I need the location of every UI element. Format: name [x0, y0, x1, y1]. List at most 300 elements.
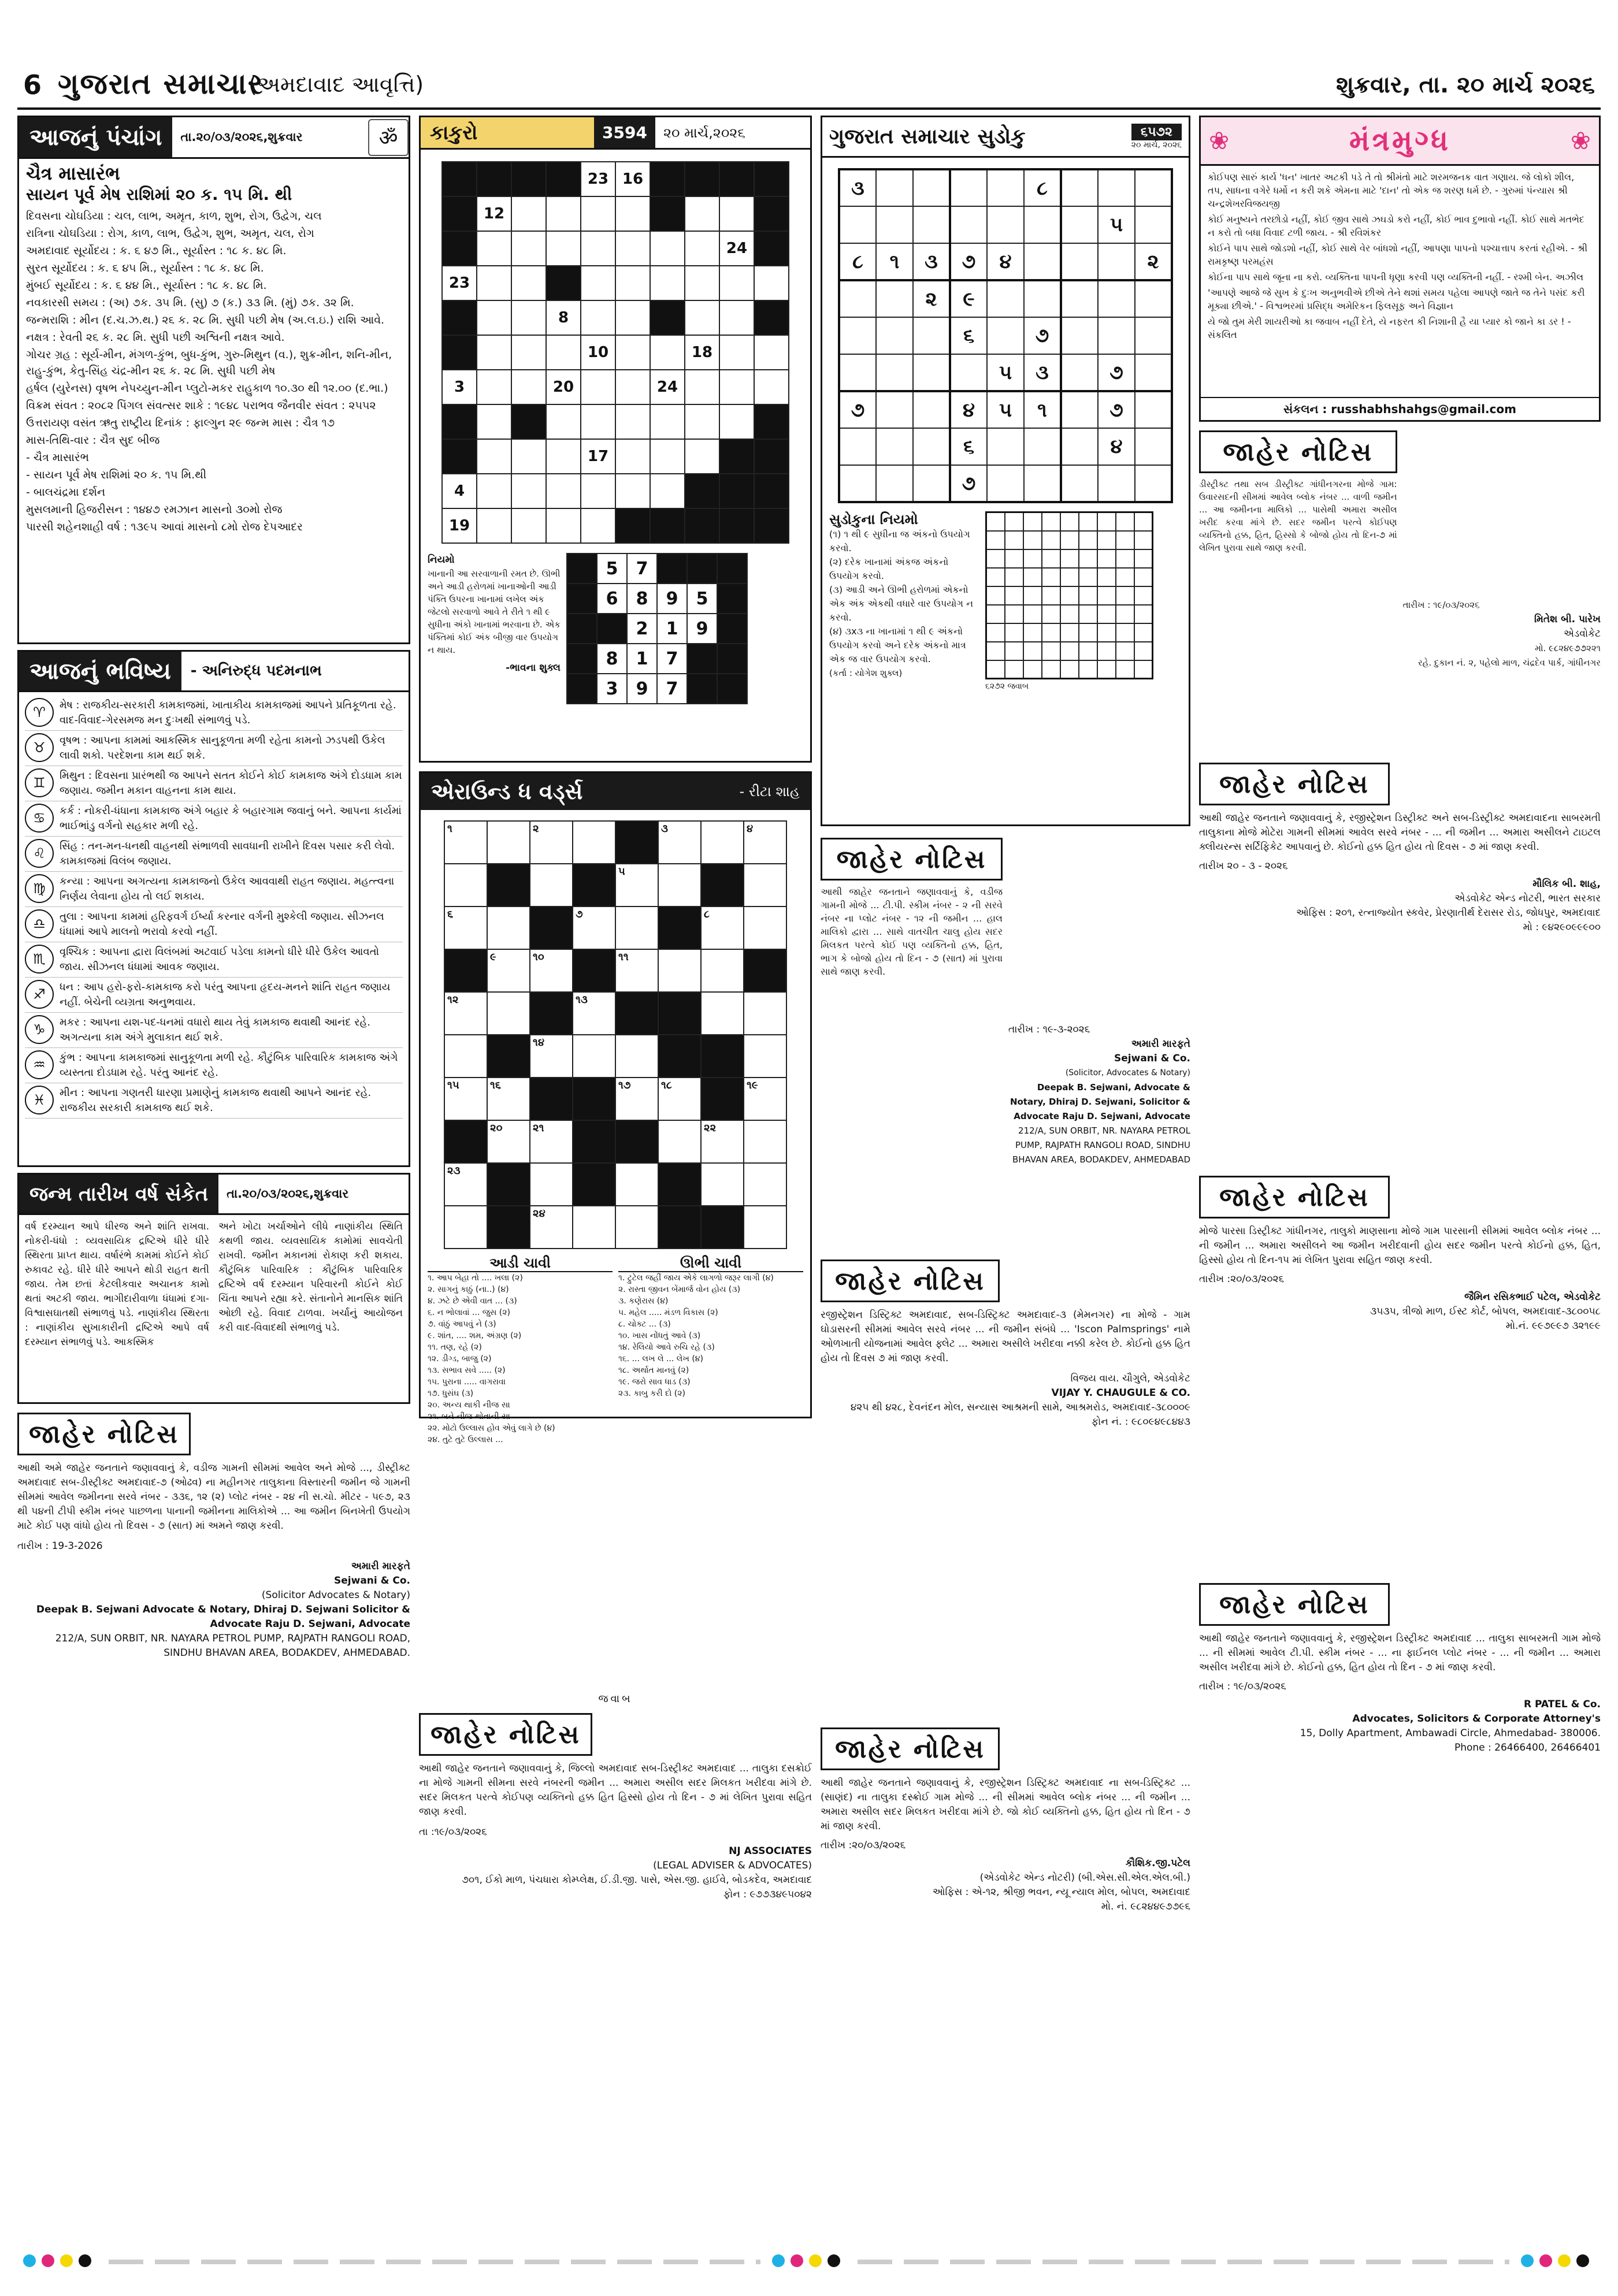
sudoku-solution-cell	[1023, 586, 1042, 605]
sudoku-solution-cell	[1079, 531, 1097, 549]
notice-8-title: જાહેર નોટિસ	[1199, 1176, 1390, 1218]
sudoku-cell[interactable]: ૧	[876, 243, 913, 280]
notice-7-date: તારીખ ૨૦ - ૩ - ૨૦૨૬	[1199, 860, 1288, 872]
notice-8-date: તારીખ :૨૦/૦૩/૨૦૨૬	[1199, 1273, 1285, 1285]
sudoku-solution-cell	[1060, 531, 1079, 549]
sudoku-solution-cell	[1116, 549, 1134, 568]
sudoku-cell[interactable]	[876, 391, 913, 428]
sudoku-solution-cell	[1116, 660, 1134, 679]
notice-7-title: જાહેર નોટિસ	[1199, 763, 1390, 805]
kakuro-answer-cell: 2	[627, 614, 657, 644]
zodiac-row	[25, 978, 403, 1013]
sudoku-cell[interactable]	[839, 465, 876, 502]
zodiac-row	[25, 907, 403, 942]
sudoku-solution-cell	[1005, 586, 1023, 605]
crossword-clue: ૮. ચોક્ટ ... (૩)	[618, 1320, 671, 1329]
sudoku-solution-cell	[1116, 623, 1134, 642]
sudoku-date: ૨૦ માર્ચ, ૨૦૨૬	[1131, 140, 1182, 150]
birthday-date: તા.૨૦/૦૩/૨૦૨૬,શુક્રવાર	[227, 1187, 349, 1201]
mantra-item: કોઈપણ સારું કાર્ય 'ધન' ખાતર અટકી પડે તે તો શ્રીમંતો માટે શરમજનક વાત ગણાય. જે લોકો શીલ, તપ, સાધના વગેરે ધર્મો ન કરી શકે એમના માટે 'દાન' તો એક જ શરણ ધર્મ છે. - ગુરુમાં પંન્યાસ શ્રી ચન્દ્રશેખરવિજયજી	[1208, 172, 1575, 209]
notice-5-sub: (એડવોકેટ એન્ડ નોટરી) (બી.એસ.સી.એલ.એલ.બી.)	[979, 1872, 1190, 1883]
notice-3-date: તા :૧૯/૦૩/૨૦૨૬	[419, 1826, 487, 1838]
notice-4-phone: ફોન નં. : ૯૮૦૯૪૯૮૪૪૩	[1091, 1416, 1190, 1428]
sudoku-cell[interactable]: ૮	[839, 243, 876, 280]
notice-4-title: જાહેર નોટિસ	[821, 1260, 1000, 1302]
notice-4	[821, 1260, 1190, 1722]
panchang-line: અમદાવાદ સૂર્યોદય : ક. ૬ ૪૭ મિ., સૂર્યાસ્ત : ૧૮ ક. ૪૮ મિ.	[26, 244, 287, 257]
notice-7-sub: એડવોકેટ એન્ડ નોટરી, ભારત સરકાર	[1454, 893, 1601, 904]
sudoku-solution-cell	[1097, 549, 1116, 568]
sudoku-rules	[829, 527, 979, 666]
panchang-line: માસ-તિથિ-વાર : ચૈત્ર સુદ બીજ	[26, 434, 160, 447]
zodiac-sign-icon: ♓	[25, 1086, 54, 1114]
zodiac-list	[19, 692, 409, 1122]
sudoku-box	[821, 116, 1190, 826]
zodiac-sign-icon: ♎	[25, 909, 54, 938]
sudoku-cell[interactable]: ૧	[1024, 391, 1061, 428]
notice-5-date: તારીખ :૨૦/૦૩/૨૦૨૬	[821, 1840, 906, 1851]
sudoku-cell[interactable]	[1061, 465, 1098, 502]
mantra-item: 'આપણે આજે જે સુખ કે દુઃખ અનુભવીએ છીએ તેને થશાં સમય પહેલા આપણે જાતે જ તેને પસંદ કરી મૂક્યા છીએ.' - વિશ્વભરમાં પ્રસિદ્ધ અમેરિકન ફિલસૂફ અને વિજ્ઞાન	[1208, 287, 1585, 311]
kakuro-clue: 16	[615, 162, 650, 196]
registration-bar	[109, 2260, 760, 2264]
sudoku-cell[interactable]: ૩	[913, 243, 950, 280]
sudoku-solution-cell	[1023, 512, 1042, 531]
sudoku-solution-cell	[1134, 586, 1153, 605]
notice-3	[419, 1693, 812, 2230]
crossword-clue: ૧. આપ બેહા તો .... ખલા (૨)	[428, 1273, 523, 1283]
sudoku-cell[interactable]	[1061, 317, 1098, 354]
sudoku-cell[interactable]: ૨	[913, 280, 950, 317]
ganesh-icon: ॐ	[368, 119, 409, 156]
panchang-line: મુંબઈ સૂર્યોદય : ક. ૬ ૪૪ મિ., સૂર્યાસ્ત : ૧૮ ક. ૪૮ મિ.	[26, 279, 267, 292]
notice-7-firm: મૌલિક બી. શાહ,	[1532, 878, 1601, 890]
sudoku-solution-cell	[1079, 586, 1097, 605]
sudoku-number: ૬૫૭૨	[1131, 124, 1182, 140]
panchang-title: આજનું પંચાંગ	[19, 117, 172, 157]
sudoku-solution-cell	[1005, 605, 1023, 623]
sudoku-solution-cell	[1134, 549, 1153, 568]
sudoku-cell[interactable]	[876, 169, 913, 206]
sudoku-rule: (૨) દરેક ખાનામાં અંકજ અંકનો ઉપયોગ કરવો.	[829, 556, 949, 581]
sudoku-cell[interactable]: ૭	[839, 391, 876, 428]
sudoku-cell[interactable]	[1135, 428, 1172, 465]
sudoku-solution-cell	[1134, 660, 1153, 679]
kakuro-date: ૨૦ માર્ચ,૨૦૨૬	[663, 124, 745, 141]
panchang-line: ગોચર ગ્રહ : સૂર્ય-મીન, મંગળ-કુંભ, બુધ-કુંભ, ગુરુ-મિથુન (વ.), શુક્ર-મીન, શનિ-મીન, રાહુ-કુંભ, કેતુ-સિંહ ચંદ્ર-મીન ૨૬ ક. ૨૮ મિ. સુધી પછી મેષ	[26, 348, 392, 377]
notice-6-phone: મો. ૯૮૨૪૯૭૭૨૨૧	[1535, 643, 1601, 653]
paper-name: ગુજરાત સમાચાર	[58, 67, 264, 101]
notice-1	[17, 1413, 410, 2227]
zodiac-text: સિંહ : તન-મન-ધનથી વાહનથી સંભાળવી સાવધાની રાખીને દિવસ પસાર કરી લેવો. કામકાજમાં વિલંબ જણાય.	[60, 840, 395, 867]
sudoku-solution-cell	[1079, 660, 1097, 679]
notice-2-names: Deepak B. Sejwani, Advocate & Notary, Dhiraj D. Sejwani, Solicitor & Advocate Raju D. Sejwani, Advocate	[1010, 1082, 1190, 1121]
panchang-line: ઉત્તરાયણ વસંત ઋતુ રાષ્ટ્રીય દિનાંક : ફાલ્ગુન ૨૯ જન્મ માસ : ચૈત્ર ૧૭	[26, 417, 335, 429]
sudoku-solution-cell	[1042, 586, 1060, 605]
sudoku-cell[interactable]	[987, 280, 1024, 317]
sudoku-cell[interactable]	[987, 428, 1024, 465]
sudoku-cell[interactable]: ૪	[987, 243, 1024, 280]
sudoku-cell[interactable]	[913, 354, 950, 391]
zodiac-row	[25, 1083, 403, 1119]
sudoku-cell[interactable]: ૭	[1024, 317, 1061, 354]
panchang-box	[17, 116, 410, 644]
notice-1-firm: Sejwani & Co.	[334, 1575, 410, 1587]
crossword-clue: ૨૦. અન્ય થાકી નીજ સા	[428, 1400, 510, 1410]
sudoku-cell[interactable]	[839, 354, 876, 391]
sudoku-cell[interactable]	[1061, 280, 1098, 317]
zodiac-sign-icon: ♈	[25, 698, 54, 727]
sudoku-cell[interactable]	[876, 317, 913, 354]
sudoku-cell[interactable]	[1098, 243, 1135, 280]
notice-9-title: જાહેર નોટિસ	[1199, 1583, 1390, 1626]
notice-5	[821, 1727, 1190, 2230]
zodiac-row	[25, 1013, 403, 1048]
sudoku-solution-cell	[1134, 512, 1153, 531]
sudoku-cell[interactable]	[1061, 243, 1098, 280]
sudoku-solution-label: ૬૨૭૨ જવાબ	[985, 682, 1029, 691]
crossword-clue: ૨૩. કાબુ કરી દો (૨)	[618, 1389, 685, 1398]
notice-2-title: જાહેર નોટિસ	[821, 838, 1003, 880]
zodiac-row	[25, 766, 403, 801]
kakuro-author: -ભાવના શુક્લ	[506, 662, 561, 674]
zodiac-sign-icon: ♑	[25, 1015, 54, 1044]
notice-8-body: મોજે પારસા ડિસ્ટ્રીક્ટ ગાંધીનગર, તાલુકો માણસાના મોજે ગામ પારસાની સીમમાં આવેલ બ્લોક નંબર ... ની જમીન ... અમારા અસીલને આ જમીન ખરીદવાની હોય સદર જમીન પરત્વે કોઈનો હક્ક, હિત, હિસ્સો હોય તો દિન-૧૫ માં લેખિત પુરાવા સહિત જાણ કરવી.	[1199, 1225, 1601, 1266]
sudoku-cell[interactable]	[987, 465, 1024, 502]
sudoku-cell[interactable]: ૫	[987, 354, 1024, 391]
zodiac-text: કન્યા : આપના અગત્યના કામકાજનો ઉકેલ આવવાથી રાહત જણાય. મહત્ત્વના નિર્ણય લેવાના હોય તો લઈ શકાય.	[60, 875, 395, 902]
sudoku-solution-cell	[1134, 568, 1153, 586]
crossword-clue: ૧૧. તણ, રહે (૨)	[428, 1343, 482, 1352]
sudoku-solution-cell	[1116, 568, 1134, 586]
sudoku-cell[interactable]	[1061, 206, 1098, 243]
kakuro-answer-cell: 8	[627, 584, 657, 614]
zodiac-sign-icon: ♌	[25, 839, 54, 868]
sudoku-solution-cell	[1079, 605, 1097, 623]
sudoku-cell[interactable]	[1098, 465, 1135, 502]
sudoku-solution-cell	[1116, 642, 1134, 660]
sudoku-cell[interactable]	[1135, 206, 1172, 243]
notice-1-sub: (Solicitor Advocates & Notary)	[261, 1589, 410, 1601]
zodiac-text: કર્ક : નોકરી-ધંધાના કામકાજ અંગે બહાર કે બહારગામ જવાનું બને. આપના કાર્યમાં ભાઈભાંડુ વર્ગનો સહકાર મળી રહે.	[60, 805, 402, 832]
kakuro-answer-cell: 9	[627, 674, 657, 704]
kakuro-clue: 3	[442, 370, 477, 404]
sudoku-cell[interactable]	[839, 280, 876, 317]
mantra-contact: સંકલન : russhabhshahgs@gmail.com	[1201, 397, 1599, 420]
sudoku-solution-cell	[1134, 623, 1153, 642]
sudoku-cell[interactable]	[1098, 317, 1135, 354]
crossword-clue: ૧૫. પુરાના ..... વાગરાવા	[428, 1377, 506, 1387]
sudoku-cell[interactable]	[913, 206, 950, 243]
sudoku-cell[interactable]: ૩	[839, 169, 876, 206]
sudoku-cell[interactable]: ૯	[950, 280, 987, 317]
sudoku-solution-cell	[1005, 660, 1023, 679]
notice-2	[821, 838, 1190, 1254]
sudoku-solution-cell	[1079, 623, 1097, 642]
kakuro-answer-cell: 9	[657, 584, 687, 614]
sudoku-solution-cell	[1023, 642, 1042, 660]
sudoku-cell[interactable]	[839, 317, 876, 354]
sudoku-cell[interactable]	[1135, 354, 1172, 391]
sudoku-cell[interactable]: ૩	[1024, 354, 1061, 391]
kakuro-clue: 17	[581, 439, 615, 474]
sudoku-cell[interactable]	[913, 169, 950, 206]
sudoku-solution-cell	[1005, 512, 1023, 531]
header-rule	[17, 107, 1601, 110]
kakuro-clue: 24	[650, 370, 685, 404]
sudoku-cell[interactable]	[1024, 280, 1061, 317]
kakuro-answer-cell: 6	[597, 584, 627, 614]
sudoku-solution-cell	[1005, 568, 1023, 586]
sudoku-solution-cell	[1023, 605, 1042, 623]
sudoku-cell[interactable]	[1024, 428, 1061, 465]
sudoku-cell[interactable]	[913, 465, 950, 502]
panchang-line: જન્મરાશિ : મીન (દ.ચ.ઝ.થ.) ૨૬ ક. ૨૮ મિ. સુધી પછી મેષ (અ.લ.ઇ.) રાશિ આવે.	[26, 314, 385, 326]
sudoku-cell[interactable]	[950, 354, 987, 391]
notice-3-title: જાહેર નોટિસ	[419, 1713, 592, 1756]
sudoku-cell[interactable]: ૭	[950, 465, 987, 502]
sudoku-cell[interactable]: ૨	[1135, 243, 1172, 280]
sudoku-solution-cell	[986, 568, 1005, 586]
panchang-line: પારસી શહેનશાહી વર્ષ : ૧૩૯૫ આવાં માસનો ૮મો રોજ દેપઆદર	[26, 521, 303, 533]
sudoku-cell[interactable]: ૬	[950, 317, 987, 354]
sudoku-solution-grid	[985, 511, 1153, 679]
zodiac-sign-icon: ♒	[25, 1050, 54, 1079]
sudoku-cell[interactable]	[913, 428, 950, 465]
sudoku-cell[interactable]	[913, 317, 950, 354]
sudoku-solution-cell	[1097, 512, 1116, 531]
sudoku-cell[interactable]	[1061, 354, 1098, 391]
panchang-line: દિવસના ચોઘડિયા : ચલ, લાભ, અમૃત, કાળ, શુભ, રોગ, ઉદ્વેગ, ચલ	[26, 210, 322, 222]
sudoku-cell[interactable]	[950, 206, 987, 243]
kakuro-clue: 19	[442, 508, 477, 543]
notice-3-address: ૭૦૧, ઈકો માળ, પંચધારા કોમ્પ્લેક્ષ, ઈ.ડી.જી. પાસે, એસ.જી. હાઈવે, બોડકદેવ, અમદાવાદ	[462, 1874, 812, 1886]
kakuro-answer-cell: 5	[597, 553, 627, 584]
notice-6-address: રહે. દુકાન નં. ૨, પહેલો માળ, ચંદ્રદેવ પાર્ક, ગાંધીનગર	[1417, 657, 1601, 668]
kakuro-answer-cell: 5	[687, 584, 717, 614]
sudoku-solution-cell	[1060, 623, 1079, 642]
birthday-col2: અને ખોટા ખર્ચાઓને લીધે નાણાંકીય સ્થિતિ કથળી જાય. વ્યવસાયિક કામોમાં સાવચેતી રાખવી. જમીન મકાનમાં રોકાણ કરી શકાય. કૌટુંબિક પારિવારિક : કૌટુંબિક પારિવારિક દ્રષ્ટિએ વર્ષ દરમ્યાન પરિવારની કોઈને કોઈ ચિંતા આપને રહ્યા કરે. સંતાનોને માનસિક શાંતિ ઓછી રહે. વિવાદ ટાળવા. ખર્ચાનું આયોજન કરી વાદ-વિવાદથી સંભાળવું પડે.	[218, 1221, 403, 1333]
kakuro-clue: 23	[581, 162, 615, 196]
sudoku-cell[interactable]: ૫	[1098, 206, 1135, 243]
notice-6-date: તારીખ : ૧૯/૦૩/૨૦૨૬	[1402, 600, 1480, 610]
sudoku-solution-cell	[986, 642, 1005, 660]
zodiac-row	[25, 1048, 403, 1083]
sudoku-cell[interactable]	[987, 317, 1024, 354]
notice-6	[1199, 430, 1601, 754]
notice-3-firm: NJ ASSOCIATES	[729, 1845, 812, 1857]
page-number: 6	[23, 69, 42, 101]
notice-7	[1199, 763, 1601, 1167]
notice-8	[1199, 1176, 1601, 1574]
sudoku-solution-cell	[1023, 568, 1042, 586]
notice-3-label: જવાબ	[598, 1693, 633, 1705]
sudoku-cell[interactable]	[876, 428, 913, 465]
sudoku-cell[interactable]: ૭	[950, 243, 987, 280]
sudoku-title: ગુજરાત સમાચાર સુડોકુ	[829, 124, 1026, 148]
kakuro-answer-cell: 7	[657, 644, 687, 674]
sudoku-solution-cell	[1060, 568, 1079, 586]
zodiac-sign-icon: ♋	[25, 804, 54, 833]
mantra-list	[1201, 166, 1599, 348]
sudoku-cell[interactable]	[913, 391, 950, 428]
zodiac-row	[25, 837, 403, 872]
sudoku-cell[interactable]	[987, 206, 1024, 243]
sudoku-solution-cell	[1060, 605, 1079, 623]
sudoku-cell[interactable]	[839, 206, 876, 243]
sudoku-cell[interactable]	[1135, 280, 1172, 317]
crossword-clue: ૨૪. તુટે તુટે ઉલ્લાસ ...	[428, 1435, 503, 1444]
notice-9-phone: Phone : 26466400, 26466401	[1454, 1742, 1601, 1753]
sudoku-solution-cell	[1097, 568, 1116, 586]
kakuro-answer-cell: 1	[627, 644, 657, 674]
sudoku-solution-cell	[1097, 586, 1116, 605]
kakuro-clue: 24	[719, 231, 754, 266]
sudoku-solution-cell	[1005, 549, 1023, 568]
birthday-box	[17, 1173, 410, 1404]
sudoku-cell[interactable]	[1061, 428, 1098, 465]
sudoku-cell[interactable]	[876, 354, 913, 391]
sudoku-cell[interactable]	[950, 169, 987, 206]
sudoku-cell[interactable]: ૫	[987, 391, 1024, 428]
registration-dots	[772, 2254, 846, 2269]
sudoku-solution-cell	[1023, 623, 1042, 642]
sudoku-rule: (૪) ૩x૩ ના ખાનામાં ૧ થી ૯ અંકનો ઉપયોગ કરવો અને દરેક અંકનો માત્ર એક જ વાર ઉપયોગ કરવો.	[829, 626, 966, 664]
registration-dots	[1521, 2254, 1595, 2269]
crossword-clue: ૩. કણેરાસ (૪)	[618, 1296, 669, 1306]
mantra-item: કોઈને પાપ સાથે જોડશો નહીં, કોઈ સાથે વેર બાંધશો નહીં, આપણા પાપનો પશ્ચાત્તાપ કરતાં રહીએ. - શ્રી રામકૃષ્ણ પરમહંસ	[1208, 243, 1588, 267]
sudoku-rule: (૩) આડી અને ઊભી હરોળમાં એકનો એક અંક એકથી વધારે વાર ઉપયોગ ન કરવો.	[829, 584, 973, 623]
sudoku-cell[interactable]: ૪	[1098, 428, 1135, 465]
birthday-title: જન્મ તારીખ વર્ષ સંકેત	[19, 1175, 218, 1213]
sudoku-cell[interactable]	[1135, 169, 1172, 206]
kakuro-answer-cell: 1	[657, 614, 687, 644]
crossword-author: - રીટા શાહ	[739, 783, 800, 800]
sudoku-cell[interactable]: ૭	[1098, 391, 1135, 428]
zodiac-text: તુલા : આપના કામમાં હરિફવર્ગ ઈર્ષ્યા કરનાર વર્ગની મુશ્કેલી જણાય. સીઝનલ ધંધામાં આપે માલનો ભરાવો કરવો નહીં.	[60, 911, 384, 938]
sudoku-cell[interactable]: ૭	[1098, 354, 1135, 391]
across-title: આડી ચાવી	[428, 1255, 613, 1272]
sudoku-cell[interactable]: ૮	[1024, 169, 1061, 206]
sudoku-cell[interactable]	[1098, 280, 1135, 317]
sudoku-author: (કર્તા : યોગેશ શુક્લ)	[829, 668, 903, 678]
notice-1-names: Deepak B. Sejwani Advocate & Notary, Dhiraj D. Sejwani Solicitor & Advocate Raju D. Sejwani, Advocate	[36, 1604, 410, 1630]
sudoku-solution-cell	[1116, 512, 1134, 531]
panchang-line: હર્ષલ (યુરેનસ) વૃષભ નેપચ્યુન-મીન પ્લુટો-મકર રાહુકાળ ૧૦.૩૦ થી ૧૨.૦૦ (દ.ભા.)	[26, 382, 388, 395]
zodiac-text: વૃષભ : આપના કામમાં આકસ્મિક સાનુકૂળતા મળી રહેતા કામનો ઝડપથી ઉકેલ લાવી શકો. પરદેશના કામ થઈ શકે.	[60, 734, 385, 761]
zodiac-sign-icon: ♐	[25, 980, 54, 1009]
sudoku-rules-title: સુડોકુના નિયમો	[829, 511, 918, 527]
horoscope-box	[17, 650, 410, 1167]
notice-8-address: ૩૫૩૫, ત્રીજો માળ, ઈસ્ટ કોર્ટ, બોપલ, અમદાવાદ-૩૮૦૦૫૮	[1370, 1306, 1601, 1317]
edition-label: (અમદાવાદ આવૃત્તિ)	[248, 72, 424, 97]
crossword-clue: ૨૧. બને નીજ થોતાની સા	[428, 1412, 510, 1421]
sudoku-cell[interactable]	[1061, 169, 1098, 206]
crossword-clue: ૧૦. ખાસ નોંધતું આવે (૩)	[618, 1331, 701, 1340]
notice-2-firm: Sejwani & Co.	[1114, 1053, 1190, 1064]
sudoku-cell[interactable]	[1135, 391, 1172, 428]
sudoku-solution-cell	[1042, 642, 1060, 660]
zodiac-text: મકર : આપના યશ-પદ-ધનમાં વધારો થાય તેવું કામકાજ થવાથી આનંદ રહે. અગત્યના કામ અંગે મુલાકાત થઈ શકે.	[60, 1016, 370, 1043]
panchang-line: વિક્રમ સંવત : ૨૦૮૨ પિંગલ સંવત્સર શાકે : ૧૯૪૮ પરાભવ જૈનવીર સંવત : ૨૫૫૨	[26, 399, 376, 412]
sudoku-cell[interactable]: ૪	[950, 391, 987, 428]
month-start: ચૈત્ર માસારંભ	[26, 162, 120, 184]
mantra-item: કોઈ મનુષ્યને તરછોડો નહીં, કોઈ જીવ સાથે ઝઘડો કરો નહીં, કોઈ ભાવ દુભાવો નહીં. કોઈ સાથે મતભેદ ન કરો તો બધા વિવાદ ટળી જાય. - શ્રી રવિશંકર	[1208, 214, 1584, 238]
crossword-clue: ૧૪. રેલિયો આવે રુચિ રહે (૩)	[618, 1343, 715, 1352]
sudoku-cell[interactable]	[1098, 169, 1135, 206]
sudoku-solution-cell	[986, 586, 1005, 605]
sudoku-solution-cell	[1042, 605, 1060, 623]
sudoku-cell[interactable]: ૬	[950, 428, 987, 465]
sudoku-solution-cell	[1023, 660, 1042, 679]
sudoku-cell[interactable]	[1135, 465, 1172, 502]
sudoku-cell[interactable]	[876, 206, 913, 243]
horoscope-title: આજનું ભવિષ્ય	[19, 652, 181, 690]
zodiac-sign-icon: ♏	[25, 945, 54, 974]
registration-strip	[23, 2250, 1595, 2273]
sudoku-solution-cell	[986, 531, 1005, 549]
across-clues	[428, 1272, 613, 1446]
kakuro-title: કાકુરો	[421, 117, 594, 148]
kakuro-clue: 10	[581, 335, 615, 370]
sudoku-solution-cell	[1042, 549, 1060, 568]
panchang-line: નક્ષત્ર : રેવતી ૨૬ ક. ૨૮ મિ. સુધી પછી અશ્વિની નક્ષત્ર આવે.	[26, 331, 285, 344]
sudoku-solution-cell	[1060, 586, 1079, 605]
kakuro-answer-cell: 3	[597, 674, 627, 704]
zodiac-text: મિથુન : દિવસના પ્રારંભથી જ આપને સતત કોઈને કોઈ કામકાજ અંગે દોડધામ કામ જણાય. જમીન મકાન વાહનના કામ થાય.	[60, 770, 402, 797]
page-header	[0, 0, 1618, 127]
sudoku-solution-cell	[1042, 531, 1060, 549]
crossword-clue: ૧. ટ્રુટેલ જહીં જાય એકે લાગળો જરૂર લાગી (૪)	[618, 1273, 774, 1283]
kakuro-grid	[441, 161, 789, 544]
sudoku-cell[interactable]	[876, 280, 913, 317]
sudoku-cell[interactable]	[1061, 391, 1098, 428]
sudoku-solution-cell	[986, 512, 1005, 531]
sudoku-cell[interactable]	[1024, 243, 1061, 280]
kakuro-box	[419, 116, 812, 763]
sayan-line: સાયન પૂર્વ મેષ રાશિમાં ૨૦ ક. ૧૫ મિ. થી	[26, 185, 292, 204]
crossword-clue: ૯. શાંત, .... શમ, અંગ્રણ (૨)	[428, 1331, 522, 1340]
notice-2-address: 212/A, SUN ORBIT, NR. NAYARA PETROL PUMP, RAJPATH RANGOLI ROAD, SINDHU BHAVAN AREA, BODAKDEV, AHMEDABAD	[1012, 1125, 1190, 1165]
kakuro-answer-cell: 7	[657, 674, 687, 704]
sudoku-cell[interactable]	[987, 169, 1024, 206]
down-clues	[618, 1272, 803, 1399]
notice-8-phone: મો.નં. ૯૯૭૯૯૭ ૩૨૧૯૯	[1505, 1320, 1601, 1332]
mantra-item: કોઈના પાપ સાથે જૂના ના કરો. વ્યક્તિના પાપની ધૃણા કરવી પણ વ્યક્તિની નહીં. - રશ્મી બેન. અઝીલ	[1208, 272, 1584, 283]
notice-5-address: ઓફિસ : એ-૧૨, શ્રીજી ભવન, ન્યૂ ન્યાલ મોલ, બોપલ, અમદાવાદ	[932, 1886, 1190, 1898]
sudoku-cell[interactable]	[1024, 206, 1061, 243]
sudoku-solution-cell	[1116, 605, 1134, 623]
sudoku-cell[interactable]	[1135, 317, 1172, 354]
crossword-clue: ૨. સાગનું કાઠું (ના..) (૪)	[428, 1285, 509, 1294]
sudoku-cell[interactable]	[839, 428, 876, 465]
notice-1-address: 212/A, SUN ORBIT, NR. NAYARA PETROL PUMP, RAJPATH RANGOLI ROAD, SINDHU BHAVAN AREA, BODAKDEV, AHMEDABAD.	[55, 1633, 410, 1659]
sudoku-cell[interactable]	[1024, 465, 1061, 502]
sudoku-solution-cell	[1023, 531, 1042, 549]
notice-1-body: આથી અમે જાહેર જનતાને જણાવવાનું કે, વડીજ ગામની સીમમાં આવેલ અને મોજે ..., ડીસ્ટ્રીક્ટ અમદાવાદ સબ-ડીસ્ટ્રીક્ટ અમદાવાદ-૭ (ઓઢવ) ના મહીનગર તાલુકાના વિસ્તારની જમીન જે ગામની સીમમાં આવેલ જમીનના સરવે નંબર - ૩૩૬, ૧૨ (૨) પ્લોટ નંબર - ૨૪ ની સ.ચો. મીટર - ૫૯૭, ૨૩ થી ૫૪ની ટીપી સ્કીમ નંબર પાછળના પાનાની જમીનના માલિકોએ ... આ જમીન બિનખેતી ઉપયોગ માટે કોઈ પણ વાંધો હોય તો દિવસ - ૭ (સાત) માં અમને જાણ કરવી.	[17, 1462, 410, 1532]
mantra-box	[1199, 116, 1601, 422]
registration-bar	[858, 2260, 1509, 2264]
panchang-line: મુસલમાની હિજરીસન : ૧૪૪૭ રમઝાન માસનો ૩૦મો રોજ	[26, 503, 283, 516]
sudoku-solution-cell	[1097, 605, 1116, 623]
notice-4-body: રજીસ્ટ્રેશન ડિસ્ટ્રિક્ટ અમદાવાદ, સબ-ડિસ્ટ્રિક્ટ અમદાવાદ-૩ (મેમનગર) ના મોજે - ગામ ઘોડાસરની સીમમાં આવેલ સરવે નંબર ... ની જમીન સંબંધે ... 'Iscon Palmsprings' નામે ઓળખાતી યોજનામાં આવેલ ફ્લેટ ... અમારા અસીલે ખરીદવા નક્કી કરેલ છે. કોઈનો હક્ક હિત હોય તો દિવસ ૭ માં જાણ કરવી.	[821, 1309, 1190, 1364]
sudoku-grid	[838, 168, 1173, 503]
kakuro-answer-cell: 7	[627, 553, 657, 584]
birthday-col1: વર્ષ દરમ્યાન આપે ધીરજ અને શાંતિ રાખવા. નોકરી-ધંધો : વ્યવસાયિક દ્રષ્ટિએ ધીરે ધીરે સ્થિરતા પ્રાપ્ત થાય. વર્ષારંભે કામમાં કોઈને કોઈ રુકાવટ રહે. ધીરે ધીરે આપને થોડી રાહત થતી જાય. તેમ છતાં કેટલીકવાર અચાનક કામો થતાં અટકી જાય. ભાગીદારીવાળા ધંધામાં દગા-વિશ્વાસઘાતથી સંભાળવું પડે. નાણાંકીય સ્થિરતા : નાણાંકીય સુખાકારીની દ્રષ્ટિએ આપે વર્ષ દરમ્યાન સંભાળવું પડે. આકસ્મિક	[25, 1221, 209, 1348]
sudoku-cell[interactable]	[876, 465, 913, 502]
sudoku-solution-cell	[1042, 623, 1060, 642]
kakuro-rules-title: નિયમો	[428, 554, 455, 566]
